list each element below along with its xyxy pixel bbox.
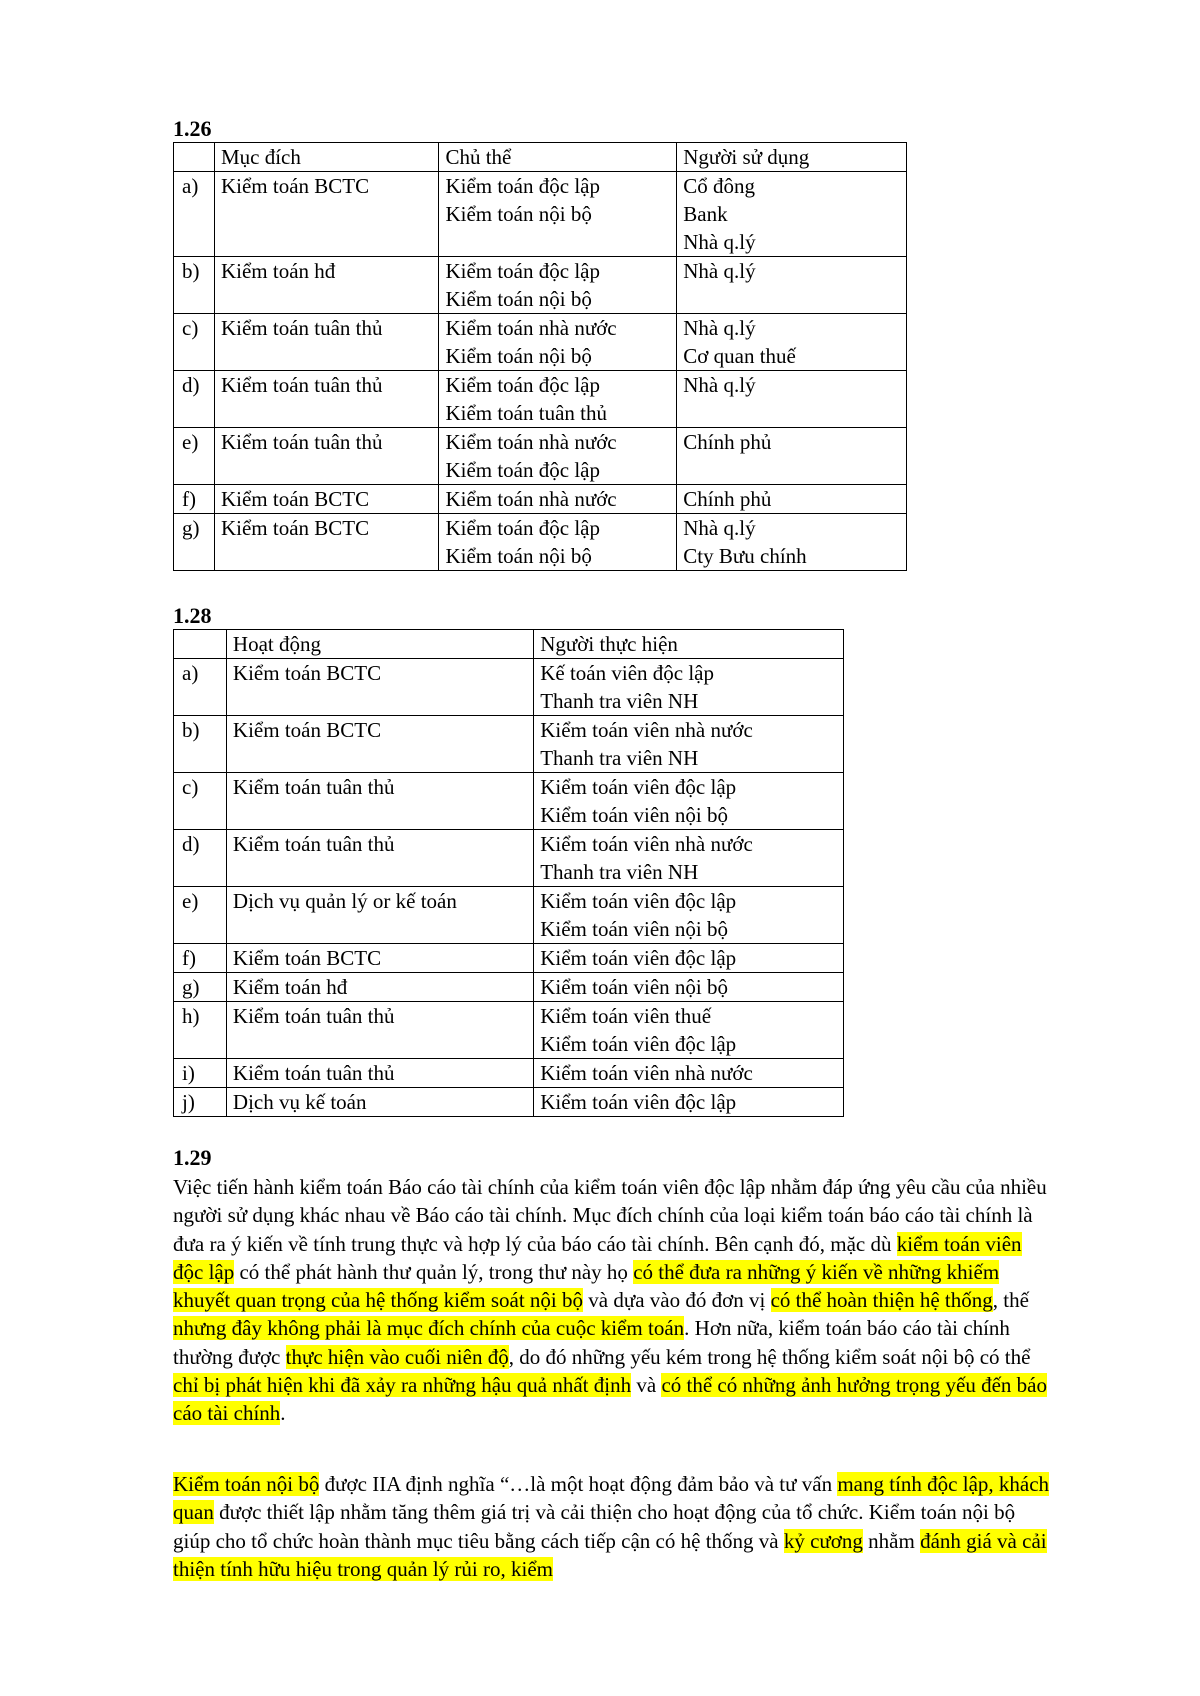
text-run: , do đó những yếu kém trong hệ thống kiểm soát nội bộ có thể xyxy=(508,1344,1031,1369)
row-purpose: Kiểm toán tuân thủ xyxy=(214,371,438,428)
user-line: Cty Bưu chính xyxy=(683,544,807,568)
subject-line: Kiểm toán độc lập xyxy=(445,174,600,198)
row-index: d) xyxy=(174,830,227,887)
text-run: Việc tiến hành kiểm toán Báo cáo tài chính của kiểm toán viên độc lập nhằm đáp ứng yêu cầu của nhiều người sử dụng khác nhau về Báo cáo tài chính. Mục đích chính của loại kiểm toán báo cáo tài chính là đưa ra ý kiến về tính trung thực và hợp lý của báo cáo tài chính. Bên cạnh đó, mặc dù xyxy=(173,1175,1047,1256)
highlighted-text: có thể đưa ra những ý kiến về những khiếm khuyết quan trọng của hệ thống kiểm soát nội bộ xyxy=(173,1259,1000,1313)
subject-line: Kiểm toán tuân thủ xyxy=(445,401,607,425)
user-line: Bank xyxy=(683,202,728,226)
table-row xyxy=(174,428,907,485)
highlighted-text: nhưng đây không phải là mục đích chính của cuộc kiểm toán xyxy=(173,1316,685,1341)
table-row xyxy=(174,257,907,314)
header-index xyxy=(174,143,215,172)
row-performer xyxy=(534,887,844,944)
table-header-row xyxy=(174,143,907,172)
subject-line: Kiểm toán nội bộ xyxy=(445,202,592,226)
performer-line: Kiểm toán viên nhà nước xyxy=(540,832,753,856)
table-row xyxy=(174,514,907,571)
table-1-26 xyxy=(173,142,907,571)
row-subject xyxy=(439,485,677,514)
row-index: g) xyxy=(174,973,227,1002)
row-subject xyxy=(439,371,677,428)
row-purpose: Kiểm toán hđ xyxy=(214,257,438,314)
user-line: Nhà q.lý xyxy=(683,230,756,254)
user-line: Nhà q.lý xyxy=(683,516,756,540)
subject-line: Kiểm toán nội bộ xyxy=(445,344,592,368)
table-1-28 xyxy=(173,629,844,1117)
row-index: j) xyxy=(174,1088,227,1117)
header-purpose: Mục đích xyxy=(214,143,438,172)
performer-line: Kiểm toán viên độc lập xyxy=(540,946,737,970)
user-line: Nhà q.lý xyxy=(683,373,756,397)
subject-line: Kiểm toán độc lập xyxy=(445,373,600,397)
table-row xyxy=(174,973,844,1002)
performer-line: Kế toán viên độc lập xyxy=(540,661,714,685)
table-row xyxy=(174,1088,844,1117)
row-index: h) xyxy=(174,1002,227,1059)
header-performer: Người thực hiện xyxy=(534,630,844,659)
row-performer xyxy=(534,830,844,887)
row-performer xyxy=(534,973,844,1002)
table-row xyxy=(174,773,844,830)
header-activity: Hoạt động xyxy=(226,630,533,659)
row-index: c) xyxy=(174,314,215,371)
row-users xyxy=(677,172,907,257)
row-users xyxy=(677,314,907,371)
row-users xyxy=(677,371,907,428)
text-run: được IIA định nghĩa “…là một hoạt động đảm bảo và tư vấn xyxy=(319,1472,838,1496)
performer-line: Thanh tra viên NH xyxy=(540,746,699,770)
row-purpose: Kiểm toán tuân thủ xyxy=(214,428,438,485)
text-run: được thiết lập nhằm tăng thêm giá trị và cải thiện cho hoạt động của tổ chức. Kiểm toán nội bộ giúp cho tổ chức hoàn thành mục tiêu bằng cách tiếp cận có hệ thống và xyxy=(173,1500,1016,1553)
user-line: Nhà q.lý xyxy=(683,259,756,283)
row-index: e) xyxy=(174,428,215,485)
row-index: i) xyxy=(174,1059,227,1088)
row-subject xyxy=(439,514,677,571)
subject-line: Kiểm toán độc lập xyxy=(445,516,600,540)
table-row xyxy=(174,659,844,716)
performer-line: Kiểm toán viên nội bộ xyxy=(540,803,729,827)
row-activity: Kiểm toán BCTC xyxy=(226,944,533,973)
row-performer xyxy=(534,944,844,973)
highlighted-text: kiểm toán viên độc lập xyxy=(173,1231,1022,1284)
row-index: c) xyxy=(174,773,227,830)
row-purpose: Kiểm toán BCTC xyxy=(214,485,438,514)
table-row xyxy=(174,887,844,944)
section-title-1-29: 1.29 xyxy=(173,1145,212,1170)
header-index xyxy=(174,630,227,659)
row-performer xyxy=(534,1002,844,1059)
subject-line: Kiểm toán nhà nước xyxy=(445,316,617,340)
section-title-1-26: 1.26 xyxy=(173,116,212,141)
performer-line: Thanh tra viên NH xyxy=(540,860,699,884)
highlighted-text: có thể hoàn thiện hệ thống xyxy=(770,1288,993,1313)
row-purpose: Kiểm toán BCTC xyxy=(214,172,438,257)
row-activity: Kiểm toán BCTC xyxy=(226,716,533,773)
subject-line: Kiểm toán nội bộ xyxy=(445,544,592,568)
row-performer xyxy=(534,1088,844,1117)
row-users xyxy=(677,514,907,571)
performer-line: Kiểm toán viên độc lập xyxy=(540,775,737,799)
row-subject xyxy=(439,428,677,485)
row-index: a) xyxy=(174,172,215,257)
subject-line: Kiểm toán nhà nước xyxy=(445,430,617,454)
performer-line: Thanh tra viên NH xyxy=(540,689,699,713)
row-purpose: Kiểm toán BCTC xyxy=(214,514,438,571)
row-index: f) xyxy=(174,485,215,514)
user-line: Cổ đông xyxy=(683,174,756,198)
performer-line: Kiểm toán viên độc lập xyxy=(540,1090,737,1114)
text-run: và dựa vào đó đơn vị xyxy=(583,1288,771,1313)
text-run: có thể phát hành thư quản lý, trong thư này họ xyxy=(234,1259,634,1284)
row-users xyxy=(677,257,907,314)
row-index: e) xyxy=(174,887,227,944)
subject-line: Kiểm toán độc lập xyxy=(445,259,600,283)
text-run: nhằm xyxy=(862,1528,921,1553)
performer-line: Kiểm toán viên độc lập xyxy=(540,889,737,913)
row-index: g) xyxy=(174,514,215,571)
highlighted-text: chỉ bị phát hiện khi đã xảy ra những hậu quả nhất định xyxy=(173,1373,632,1398)
row-performer xyxy=(534,659,844,716)
row-activity: Kiểm toán tuân thủ xyxy=(226,1002,533,1059)
row-activity: Kiểm toán tuân thủ xyxy=(226,1059,533,1088)
table-row xyxy=(174,371,907,428)
performer-line: Kiểm toán viên nội bộ xyxy=(540,975,729,999)
subject-line: Kiểm toán nội bộ xyxy=(445,287,592,311)
row-users xyxy=(677,428,907,485)
header-users: Người sử dụng xyxy=(677,143,907,172)
user-line: Chính phủ xyxy=(683,430,772,454)
row-activity: Dịch vụ kế toán xyxy=(226,1088,533,1117)
table-row xyxy=(174,944,844,973)
row-subject xyxy=(439,257,677,314)
highlighted-text: kỷ cương xyxy=(783,1528,863,1553)
text-run: , thế xyxy=(992,1288,1029,1313)
performer-line: Kiểm toán viên nhà nước xyxy=(540,718,753,742)
row-activity: Kiểm toán tuân thủ xyxy=(226,773,533,830)
row-index: a) xyxy=(174,659,227,716)
highlighted-text: đánh giá và cải thiện tính hữu hiệu trong quản lý rủi ro, kiểm xyxy=(173,1528,1047,1581)
table-row xyxy=(174,485,907,514)
paragraph-2 xyxy=(173,1470,1053,1583)
row-users xyxy=(677,485,907,514)
table-header-row xyxy=(174,630,844,659)
highlighted-text: có thể có những ảnh hưởng trọng yếu đến báo cáo tài chính xyxy=(173,1373,1047,1426)
row-index: b) xyxy=(174,257,215,314)
row-performer xyxy=(534,716,844,773)
highlighted-text: mang tính độc lập, khách quan xyxy=(173,1472,1050,1525)
performer-line: Kiểm toán viên nhà nước xyxy=(540,1061,753,1085)
text-run: và xyxy=(631,1373,662,1398)
user-line: Nhà q.lý xyxy=(683,316,756,340)
performer-line: Kiểm toán viên nội bộ xyxy=(540,917,729,941)
row-purpose: Kiểm toán tuân thủ xyxy=(214,314,438,371)
row-activity: Kiểm toán hđ xyxy=(226,973,533,1002)
highlighted-text: Kiểm toán nội bộ xyxy=(173,1472,320,1496)
row-index: f) xyxy=(174,944,227,973)
text-run: . xyxy=(280,1401,286,1426)
row-activity: Kiểm toán tuân thủ xyxy=(226,830,533,887)
table-row xyxy=(174,314,907,371)
paragraph-1 xyxy=(173,1173,1053,1428)
row-index: d) xyxy=(174,371,215,428)
performer-line: Kiểm toán viên độc lập xyxy=(540,1032,737,1056)
table-row xyxy=(174,1002,844,1059)
subject-line: Kiểm toán nhà nước xyxy=(445,487,617,511)
table-row xyxy=(174,1059,844,1088)
row-subject xyxy=(439,172,677,257)
row-performer xyxy=(534,1059,844,1088)
row-performer xyxy=(534,773,844,830)
row-activity: Dịch vụ quản lý or kế toán xyxy=(226,887,533,944)
performer-line: Kiểm toán viên thuế xyxy=(540,1004,712,1028)
user-line: Cơ quan thuế xyxy=(683,344,796,368)
table-row xyxy=(174,172,907,257)
section-title-1-28: 1.28 xyxy=(173,603,212,628)
header-subject: Chủ thể xyxy=(439,143,677,172)
table-row xyxy=(174,830,844,887)
row-subject xyxy=(439,314,677,371)
row-index: b) xyxy=(174,716,227,773)
table-row xyxy=(174,716,844,773)
text-run: . Hơn nữa, kiểm toán báo cáo tài chính thường được xyxy=(173,1316,1010,1369)
row-activity: Kiểm toán BCTC xyxy=(226,659,533,716)
subject-line: Kiểm toán độc lập xyxy=(445,458,600,482)
user-line: Chính phủ xyxy=(683,487,772,511)
highlighted-text: thực hiện vào cuối niên độ xyxy=(285,1344,509,1369)
